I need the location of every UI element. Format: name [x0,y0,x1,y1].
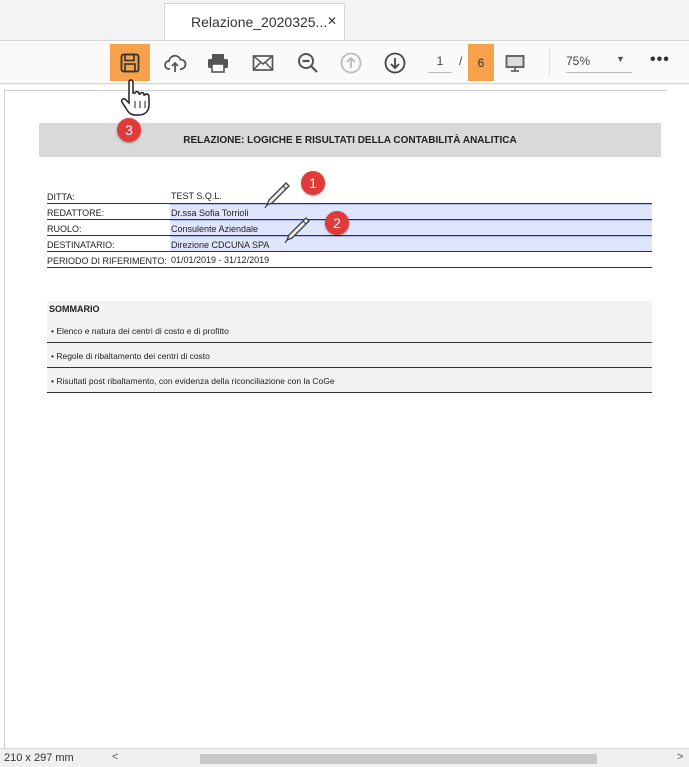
zoom-out-icon [296,51,320,75]
previous-page-button[interactable] [333,46,369,80]
field-label: DITTA: [47,192,75,202]
pen-icon [262,180,292,210]
email-button[interactable] [245,46,281,80]
form-field-destinatario[interactable]: Direzione CDCUNA SPA [170,236,652,251]
field-label: RUOLO: [47,224,82,234]
more-options-icon[interactable]: ••• [650,51,670,68]
field-value: TEST S.Q.L. [171,191,222,201]
upload-button[interactable] [157,46,193,80]
print-icon [206,51,230,75]
form-field-ruolo[interactable]: Consulente Aziendale [170,220,652,235]
field-label: PERIODO DI RIFERIMENTO: [47,256,167,266]
info-row-redattore [47,204,652,220]
pen-icon [282,215,312,245]
info-row-ditta [47,188,652,204]
scroll-left-icon[interactable]: < [112,751,119,763]
summary-item: • Elenco e natura dei centri di costo e di profitto [47,318,652,343]
chevron-down-icon: ▼ [616,54,625,64]
arrow-down-icon [383,51,407,75]
document-page [4,90,667,748]
step-badge-3: 3 [117,118,141,142]
hand-cursor-icon [120,78,150,116]
field-label: DESTINATARIO: [47,240,115,250]
next-page-button[interactable] [377,46,413,80]
monitor-icon [503,51,527,75]
total-pages: 6 [468,44,494,81]
summary-section [47,301,652,393]
page-size-label: 210 x 297 mm [4,752,74,764]
document-title: RELAZIONE: LOGICHE E RISULTATI DELLA CONTABILITÀ ANALITICA [39,123,661,157]
current-page-underline [428,72,452,73]
form-field-redattore[interactable]: Dr.ssa Sofia Torrioli [170,204,652,219]
zoom-dropdown[interactable] [566,54,632,68]
arrow-up-icon [339,51,363,75]
info-row-periodo [47,252,652,268]
horizontal-scrollbar[interactable] [106,751,689,766]
save-icon [118,51,142,75]
toolbar-divider [549,49,550,75]
info-row-ruolo [47,220,652,236]
zoom-out-button[interactable] [290,46,326,80]
mail-icon [251,51,275,75]
step-badge-2: 2 [325,211,349,235]
summary-item: • Risultati post ribaltamento, con evidenza della riconciliazione con la CoGe [47,368,652,393]
document-viewport[interactable] [0,85,689,748]
tab-title: Relazione_2020325... [191,14,328,30]
page-separator: / [459,54,463,68]
scroll-right-icon[interactable]: > [677,751,684,763]
field-value: 01/01/2019 - 31/12/2019 [171,255,270,265]
cloud-upload-icon [163,51,187,75]
tab-bar [0,0,689,40]
document-tab[interactable] [164,3,345,41]
field-label: REDATTORE: [47,208,105,218]
close-tab-icon[interactable]: ✕ [327,14,338,28]
scrollbar-thumb[interactable] [200,754,597,764]
zoom-level: 75% [566,54,591,68]
view-mode-button[interactable] [497,46,533,80]
summary-item: • Regole di ribaltamento dei centri di costo [47,343,652,368]
save-button[interactable] [110,44,150,81]
info-row-destinatario [47,236,652,252]
status-bar [0,748,689,767]
info-table [47,188,652,268]
step-badge-1: 1 [301,171,325,195]
current-page-input[interactable]: 1 [436,54,444,68]
zoom-underline [566,72,632,73]
summary-heading: SOMMARIO [47,301,652,318]
toolbar [0,40,689,84]
print-button[interactable] [200,46,236,80]
